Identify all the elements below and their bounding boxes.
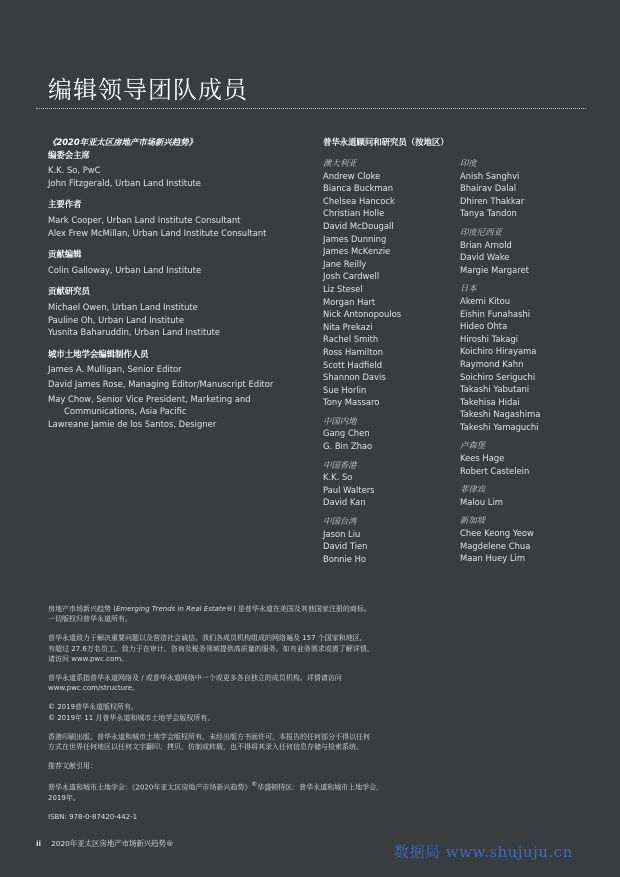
advisor-name: Rachel Smith [323,334,379,345]
advisor-name: Maan Huey Lim [460,553,525,564]
list-item: May Chow, Senior Vice President, Marketing and [48,393,251,404]
advisor-name: Chelsea Hancock [323,195,395,206]
contributing-editor-list [48,264,288,277]
isbn: ISBN: 978-0-87420-442-1 [48,813,138,822]
advisor-name: Tanya Tandon [460,208,517,219]
advisor-name: Morgan Hart [323,296,376,307]
advisor-name: Jane Reilly [323,258,367,269]
advisor-name: Takashi Yabutani [460,384,530,395]
advisor-name: James Dunning [323,233,387,244]
advisor-name: Nick Antonopoulos [323,309,402,320]
advisor-name: Takeshi Nagashima [460,409,541,420]
region-label: 日本 [460,283,477,294]
page-footer [36,838,173,849]
book-title: 《2020年亚太区房地产市场新兴趋势》 [48,137,197,147]
advisor-name: Hiroshi Takagi [460,333,519,344]
list-item: John Fitzgerald, Urban Land Institute [48,177,201,188]
list-item: Colin Galloway, Urban Land Institute [48,264,202,275]
region-label: 新加坡 [460,515,486,526]
advisor-name: David Tien [323,541,368,552]
advisor-name: Josh Cardwell [323,271,380,282]
region-label: 中国台湾 [323,516,357,527]
advisor-name: David Kan [323,497,366,508]
trademark-notice: 房地产市场新兴趋势 (Emerging Trends in Real Estate®) 是普华永道在美国及其他国家注册的商标。 一切版权归普华永道所有。 [48,605,371,624]
advisor-name: Bhairav Dalal [460,183,517,194]
region-label: 印度 [460,158,477,168]
editorial-chair-heading: 编委会主席 [48,149,90,160]
advisor-name: Christian Holle [323,208,385,219]
advisor-name: Eishin Funahashi [460,308,531,319]
list-item: Alex Frew McMillan, Urban Land Institute Consultant [48,227,267,238]
advisor-name: Sue Horlin [323,384,367,395]
advisor-name: Malou Lim [460,496,503,507]
advisor-name: Kees Hage [460,453,505,464]
advisor-name: Raymond Kahn [460,358,524,369]
list-item: Communications, Asia Pacific [64,406,187,417]
advisor-name: K.K. So [323,472,353,483]
list-item: James A. Mulligan, Senior Editor [48,364,182,375]
advisor-name: Gang Chen [323,428,370,439]
running-title: 2020年亚太区房地产市场新兴趋势® [51,839,174,848]
advisor-name: Jason Liu [323,528,361,539]
citation-text: 普华永道和城市土地学会：《2020年亚太区房地产市场新兴趋势》®华盛顿特区：普华永道和城市土地学会， 2019年。 [48,782,384,802]
list-item: Pauline Oh, Urban Land Institute [48,314,184,325]
printing-notice: 香港印刷出版。普华永道和城市土地学会版权所有。未经出版方书面许可，本报告的任何部分不得以任何 方式在世界任何地区以任何文字翻印、拷贝、仿制或转载，也不得将其录入任何信息存储与检索系统。 [48,732,370,752]
advisor-name: Ross Hamilton [323,346,383,357]
contributing-editor-heading: 贡献编辑 [48,249,82,260]
advisor-name: Margie Margaret [460,264,529,275]
advisor-name: Dhiren Thakkar [460,195,525,206]
advisors-column-2 [460,157,590,565]
advisor-name: Liz Stesel [323,283,363,294]
citation-heading: 推荐文献引用： [48,762,97,771]
advisor-name: Brian Arnold [460,239,512,250]
page-title: 编辑领导团队成员 [48,76,248,104]
advisor-name: Scott Hadfield [323,359,383,370]
advisors-heading: 普华永道顾问和研究员（按地区） [323,137,449,147]
production-staff-heading: 城市土地学会编辑制作人员 [48,348,149,359]
production-staff-list [48,363,288,430]
contributing-researchers-heading: 贡献研究员 [48,286,90,297]
advisor-name: Hideo Ohta [460,321,508,332]
region-label: 中国香港 [323,459,357,470]
advisor-name: Tony Massaro [323,397,380,408]
legal-fineprint [48,604,568,831]
list-item: David James Rose, Managing Editor/Manuscript Editor [48,378,274,389]
contributing-researchers-list [48,301,288,339]
region-label: 菲律宾 [460,484,486,495]
list-item: Yusnita Baharuddin, Urban Land Institute [48,327,221,338]
principal-authors-heading: 主要作者 [48,199,82,210]
region-label: 印度尼西亚 [460,226,502,237]
advisor-name: Anish Sanghvi [460,170,520,181]
advisor-name: Soichiro Seriguchi [460,371,536,382]
advisor-name: Bianca Buckman [323,183,394,194]
advisor-name: David McDougall [323,220,394,231]
region-label: 卢森堡 [460,440,486,451]
advisor-name: Akemi Kitou [460,295,511,306]
advisor-name: Bonnie Ho [323,553,367,564]
list-item: Lawreane Jamie de los Santos, Designer [48,418,217,429]
advisor-name: Koichiro Hirayama [460,346,537,357]
list-item: K.K. So, PwC [48,165,101,176]
advisor-name: Nita Prekazi [323,321,373,332]
page-number: ii [36,839,42,848]
advisor-name: Takeshi Yamaguchi [460,421,539,432]
network-notice: 普华永道系指普华永道网络及 / 或普华永道网络中一个或更多各自独立的成员机构。详情请访问 www.pwc.com/structure。 [48,674,342,693]
watermark: 数据局 www.shujuju.cn [394,843,573,861]
editorial-team-column [48,136,288,432]
advisor-name: Magdelene Chua [460,540,531,551]
advisors-column-1 [323,157,453,565]
advisor-name: Robert Castelein [460,465,530,476]
principal-authors-list [48,214,288,239]
advisor-name: Takehisa Hidai [460,396,520,407]
list-item: Mark Cooper, Urban Land Institute Consultant [48,214,241,225]
advisor-name: Andrew Cloke [323,170,381,181]
pwc-description: 普华永道致力于解决重要问题以及营造社会诚信。我们各成员机构组成的网络遍及 157 个国家和地区， 有超过 27.6万名员工，致力于在审计、咨询及税务领域提供高质量的服务。如有业务需求或需了解详情， 请访问 www.pwc.com。 [48,634,374,663]
dotted-divider [36,108,586,109]
copyright-notice: © 2019普华永道版权所有。 © 2019年 11 月普华永道和城市土地学会版权所有。 [48,703,215,722]
advisor-name: David Wake [460,252,510,263]
list-item: Michael Owen, Urban Land Institute [48,301,198,312]
editorial-chair-list [48,164,288,189]
advisor-name: Chee Keong Yeow [460,528,534,539]
advisor-name: Paul Walters [323,484,375,495]
advisor-name: James McKenzie [323,246,391,257]
advisor-name: Shannon Davis [323,372,386,383]
advisors-heading-wrap [323,136,449,149]
region-label: 澳大利亚 [323,158,357,168]
advisor-name: G. Bin Zhao [323,441,373,452]
region-label: 中国内地 [323,415,357,426]
